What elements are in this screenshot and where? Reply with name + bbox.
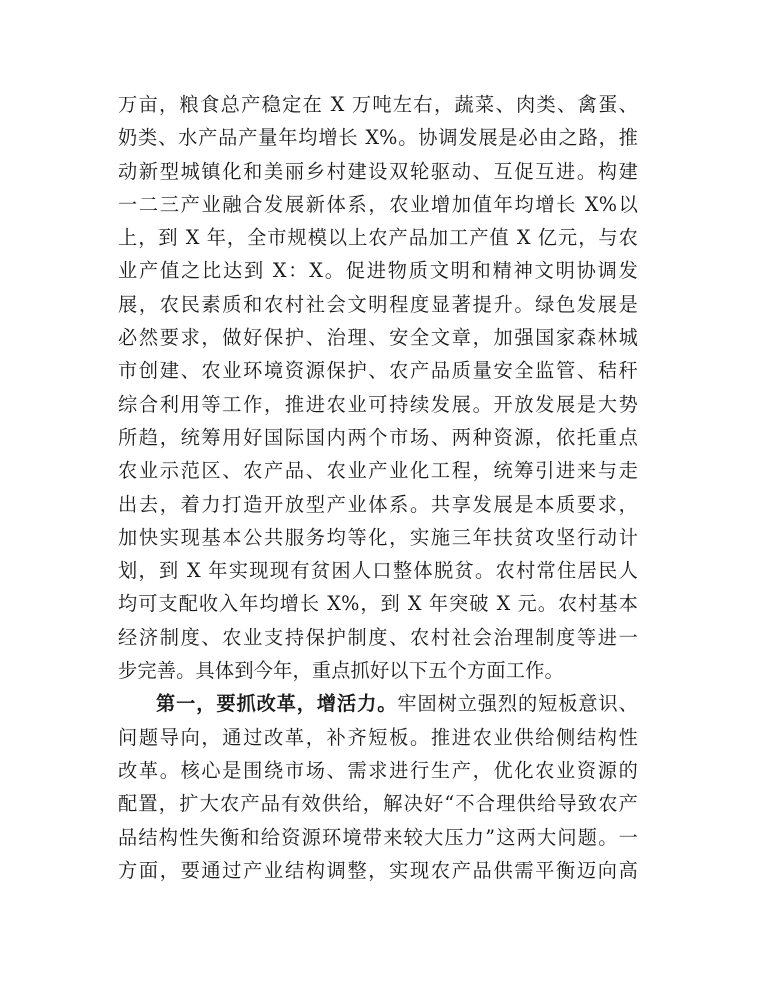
paragraph-1 <box>118 88 638 687</box>
text-line: 加快实现基本公共服务均等化，实施三年扶贫攻坚行动计 <box>118 525 638 549</box>
text-line: 综合利用等工作，推进农业可持续发展。开放发展是大势 <box>118 392 638 416</box>
text-line: 步完善。具体到今年，重点抓好以下五个方面工作。 <box>118 659 564 683</box>
text-run: 牢固树立强烈的短板意识、 <box>397 692 638 716</box>
text-line: 万亩，粮食总产稳定在 X 万吨左右，蔬菜、肉类、禽蛋、 <box>118 93 638 116</box>
text-line: 农业示范区、农产品、农业产业化工程，统筹引进来与走 <box>118 459 638 483</box>
text-line: 改革。核心是围绕市场、需求进行生产，优化农业资源的 <box>118 758 638 782</box>
document-body <box>118 88 638 887</box>
text-line: 出去，着力打造开放型产业体系。共享发展是本质要求， <box>118 492 638 516</box>
text-line: 必然要求，做好保护、治理、安全文章，加强国家森林城 <box>118 326 638 350</box>
text-line: 所趋，统筹用好国际国内两个市场、两种资源，依托重点 <box>118 425 638 449</box>
text-line: 经济制度、农业支持保护制度、农村社会治理制度等进一 <box>118 625 638 649</box>
text-line <box>118 687 638 720</box>
text-line: 方面，要通过产业结构调整，实现农产品供需平衡迈向高 <box>118 858 638 882</box>
text-line: 配置，扩大农产品有效供给，解决好“不合理供给导致农产 <box>118 792 638 816</box>
section-heading: 第一，要抓改革，增活力。 <box>156 692 398 716</box>
text-line: 一二三产业融合发展新体系，农业增加值年均增长 X%以 <box>118 192 638 216</box>
paragraph-2 <box>118 687 638 887</box>
text-line: 均可支配收入年均增长 X%，到 X 年突破 X 元。农村基本 <box>118 592 638 616</box>
text-line: 奶类、水产品产量年均增长 X%。协调发展是必由之路，推 <box>118 126 638 150</box>
text-line: 展，农民素质和农村社会文明程度显著提升。绿色发展是 <box>118 292 638 316</box>
text-line: 上，到 X 年，全市规模以上农产品加工产值 X 亿元，与农 <box>118 226 638 250</box>
text-line: 市创建、农业环境资源保护、农产品质量安全监管、秸秆 <box>118 359 638 383</box>
text-line: 品结构性失衡和给资源环境带来较大压力”这两大问题。一 <box>118 825 638 849</box>
text-line: 划，到 X 年实现现有贫困人口整体脱贫。农村常住居民人 <box>118 559 638 583</box>
text-line: 动新型城镇化和美丽乡村建设双轮驱动、互促互进。构建 <box>118 159 638 183</box>
text-line: 问题导向，通过改革，补齐短板。推进农业供给侧结构性 <box>118 725 638 749</box>
text-line: 业产值之比达到 X：X。促进物质文明和精神文明协调发 <box>118 259 638 283</box>
